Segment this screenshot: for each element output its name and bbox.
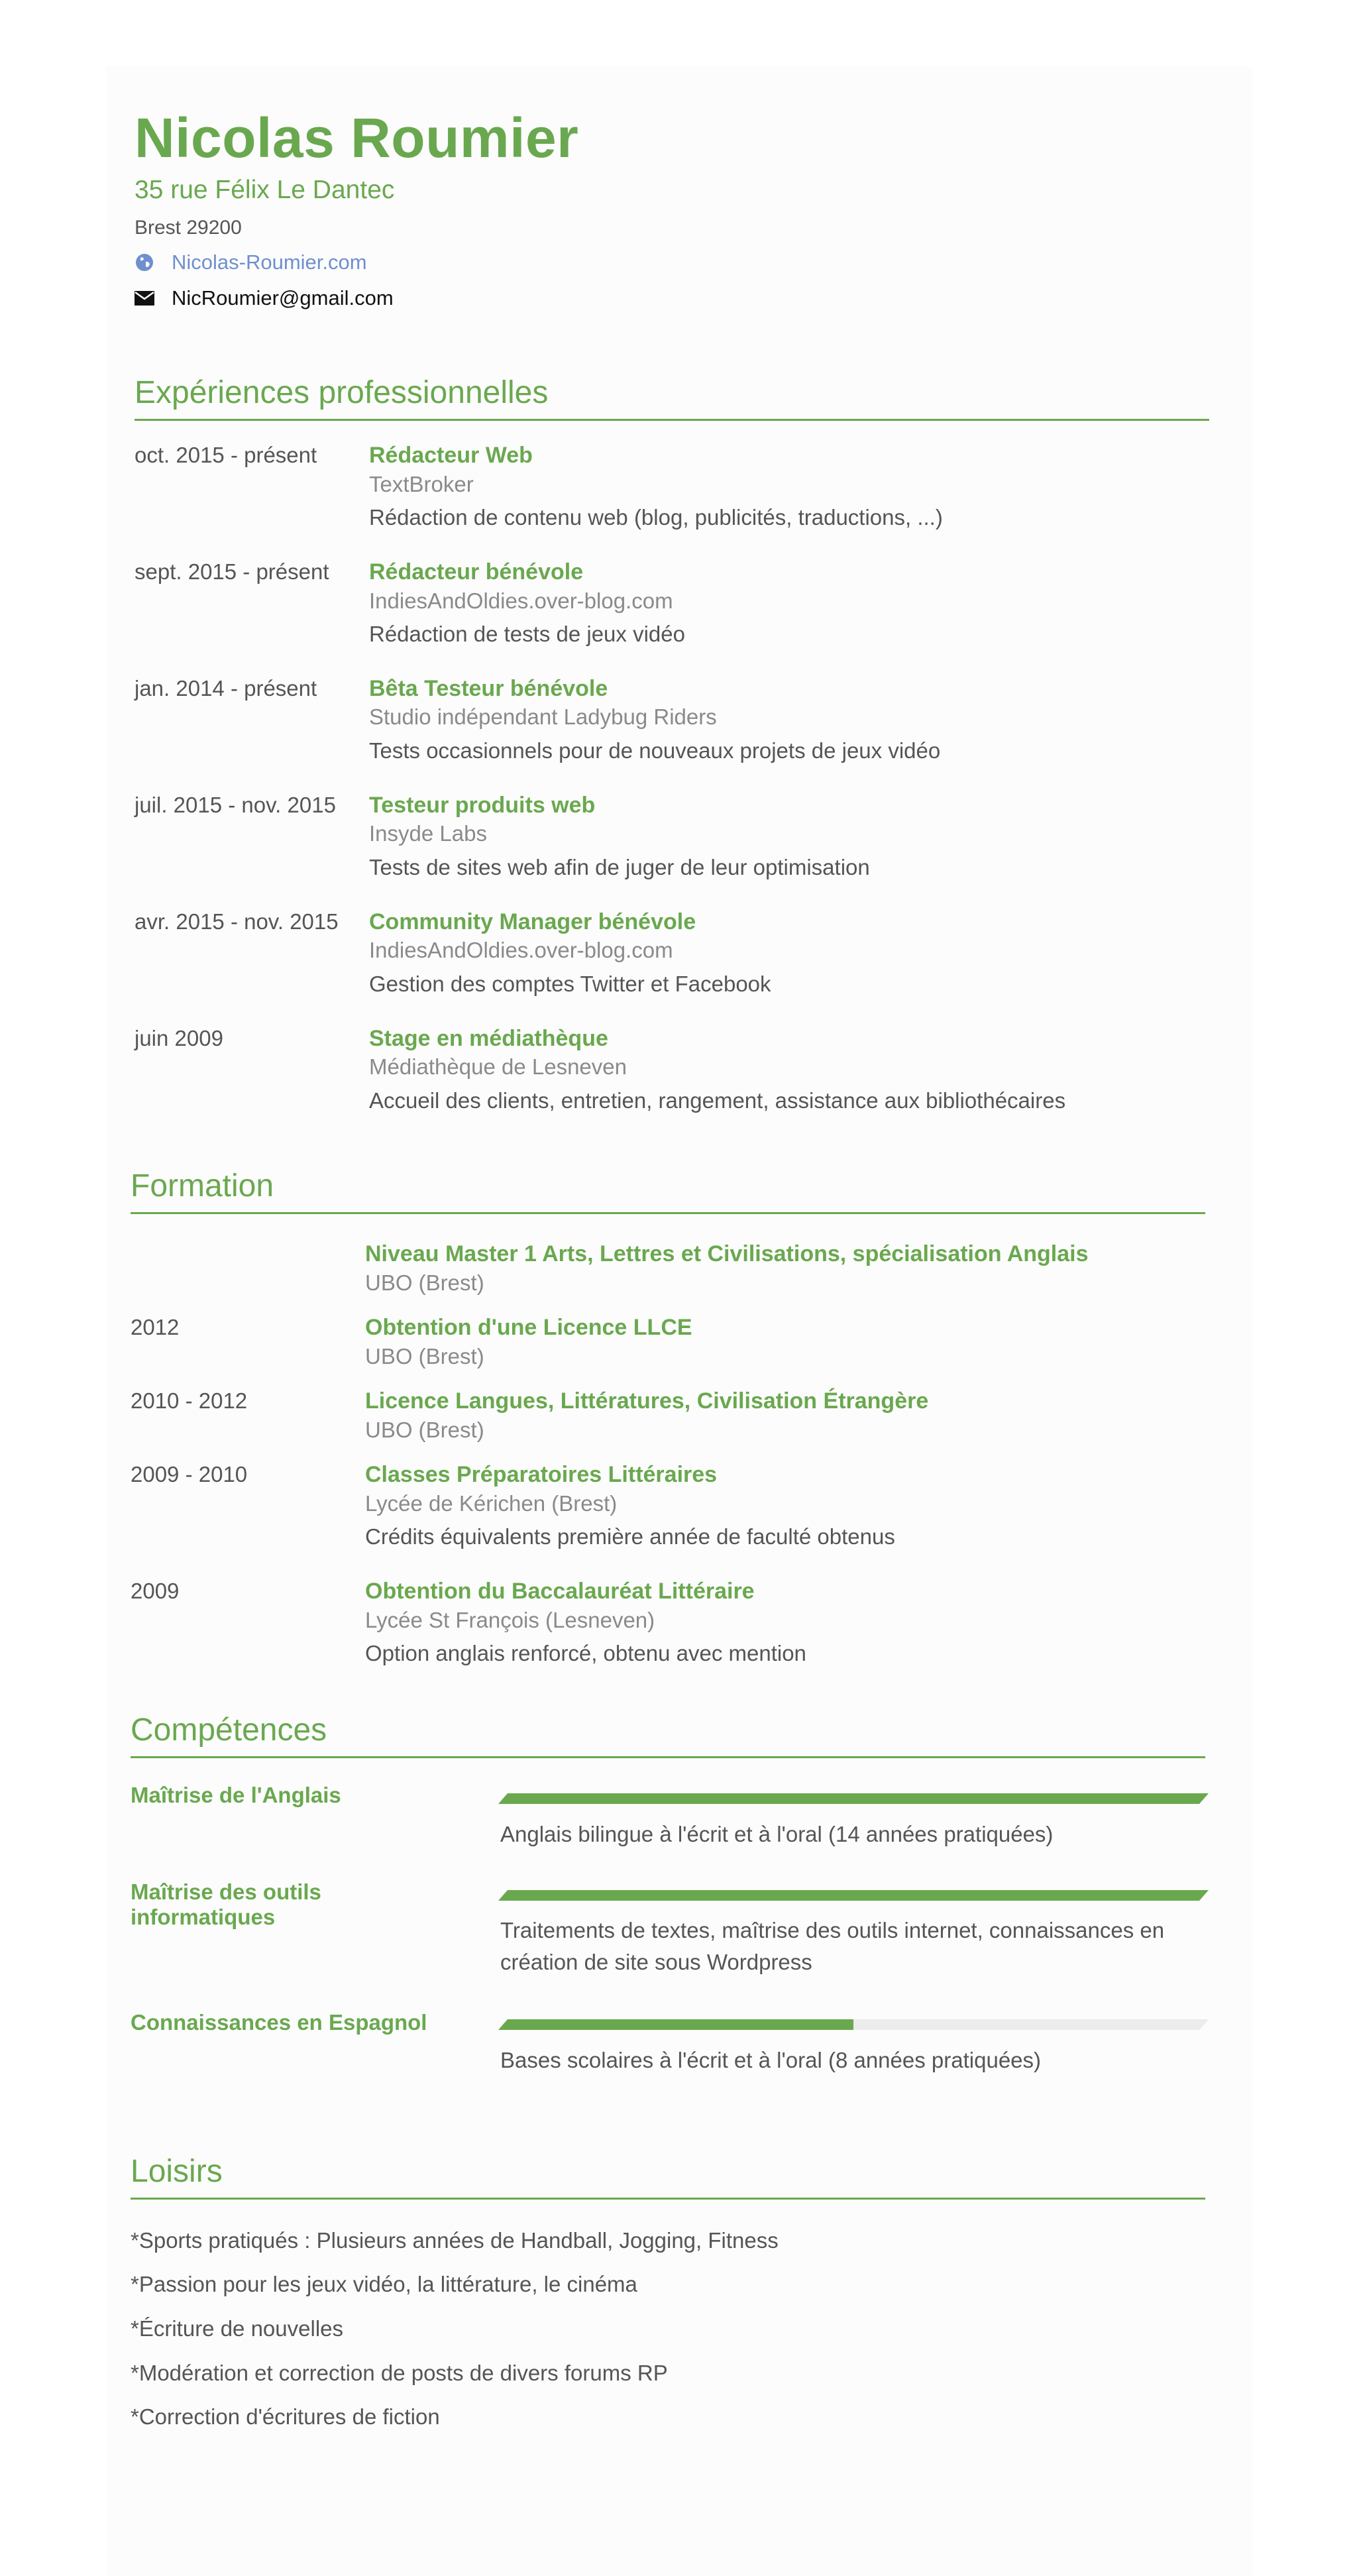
experience-date: oct. 2015 - présent [135,443,317,467]
experience-divider [135,419,1209,421]
experience-title: Stage en médiathèque [369,1026,608,1051]
skill-level-fill [498,1793,1209,1804]
experience-desc: Rédaction de tests de jeux vidéo [369,622,685,646]
address-street: 35 rue Félix Le Dantec [135,176,395,204]
hobby-item: *Écriture de nouvelles [131,2316,344,2341]
education-heading: Formation [131,1168,274,1204]
experience-desc: Tests occasionnels pour de nouveaux projets de jeux vidéo [369,738,941,763]
education-date: 2010 - 2012 [131,1388,248,1413]
hobby-item: *Passion pour les jeux vidéo, la littérature, le cinéma [131,2272,637,2296]
hobbies-heading: Loisirs [131,2154,223,2189]
skill-name: Maîtrise des outils informatiques [131,1879,321,1929]
candidate-name: Nicolas Roumier [135,107,579,169]
education-org: UBO (Brest) [365,1344,484,1369]
skill-level-bar [498,2019,1209,2030]
education-date: 2009 [131,1579,180,1603]
experience-org: TextBroker [369,472,474,496]
experience-desc: Accueil des clients, entretien, rangement, assistance aux bibliothécaires [369,1088,1066,1113]
experience-desc: Tests de sites web afin de juger de leur optimisation [369,855,870,879]
education-title: Licence Langues, Littératures, Civilisation Étrangère [365,1388,929,1414]
education-title: Obtention d'une Licence LLCE [365,1315,692,1340]
education-org: Lycée de Kérichen (Brest) [365,1491,618,1516]
experience-title: Testeur produits web [369,793,596,818]
experience-org: Insyde Labs [369,821,487,846]
education-desc: Crédits équivalents première année de faculté obtenus [365,1524,895,1549]
globe-icon [135,252,172,272]
experience-desc: Rédaction de contenu web (blog, publicités, traductions, ...) [369,505,943,530]
skill-desc: Traitements de textes, maîtrise des outils internet, connaissances en création de site sous Wordpress [500,1918,1165,1974]
address-city: Brest 29200 [135,217,242,239]
education-title: Obtention du Baccalauréat Littéraire [365,1579,755,1604]
skill-level-bar [498,1793,1209,1804]
education-org: Lycée St François (Lesneven) [365,1608,655,1632]
education-title: Classes Préparatoires Littéraires [365,1462,718,1487]
skill-desc: Bases scolaires à l'écrit et à l'oral (8 années pratiquées) [500,2048,1042,2072]
experience-org: IndiesAndOldies.over-blog.com [369,938,673,962]
experience-date: avr. 2015 - nov. 2015 [135,909,339,934]
hobby-item: *Correction d'écritures de fiction [131,2404,440,2429]
experience-org: IndiesAndOldies.over-blog.com [369,588,673,613]
skill-desc: Anglais bilingue à l'écrit et à l'oral (14 années pratiquées) [500,1822,1054,1846]
experience-org: Médiathèque de Lesneven [369,1054,627,1079]
email-text: NicRoumier@gmail.com [172,286,394,309]
skill-level-bar [498,1890,1209,1901]
experience-date: juil. 2015 - nov. 2015 [135,793,336,817]
skill-level-fill [498,1890,1209,1901]
experience-title: Rédacteur bénévole [369,559,584,585]
experience-title: Community Manager bénévole [369,909,696,934]
education-date: 2012 [131,1315,180,1339]
education-date: 2009 - 2010 [131,1462,248,1486]
experience-date: juin 2009 [135,1026,223,1050]
experience-date: sept. 2015 - présent [135,559,329,584]
envelope-icon [135,291,172,306]
education-divider [131,1212,1205,1214]
skill-name: Connaissances en Espagnol [131,2010,427,2035]
hobby-item: *Sports pratiqués : Plusieurs années de Handball, Jogging, Fitness [131,2228,779,2253]
hobbies-divider [131,2198,1205,2200]
education-org: UBO (Brest) [365,1418,484,1442]
skill-name: Maîtrise de l'Anglais [131,1783,341,1807]
experience-heading: Expériences professionnelles [135,375,549,410]
skill-level-fill [498,2019,853,2030]
education-desc: Option anglais renforcé, obtenu avec mention [365,1641,806,1665]
education-org: UBO (Brest) [365,1270,484,1295]
experience-date: jan. 2014 - présent [135,676,317,700]
skills-heading: Compétences [131,1712,327,1748]
education-title: Niveau Master 1 Arts, Lettres et Civilisations, spécialisation Anglais [365,1241,1089,1266]
website-text: Nicolas-Roumier.com [172,251,367,274]
experience-org: Studio indépendant Ladybug Riders [369,704,717,729]
experience-title: Bêta Testeur bénévole [369,676,608,701]
website-link[interactable] [135,251,367,274]
hobby-item: *Modération et correction de posts de divers forums RP [131,2361,668,2385]
email-link[interactable] [135,286,394,310]
skills-divider [131,1756,1205,1758]
experience-desc: Gestion des comptes Twitter et Facebook [369,972,771,996]
experience-title: Rédacteur Web [369,443,533,468]
